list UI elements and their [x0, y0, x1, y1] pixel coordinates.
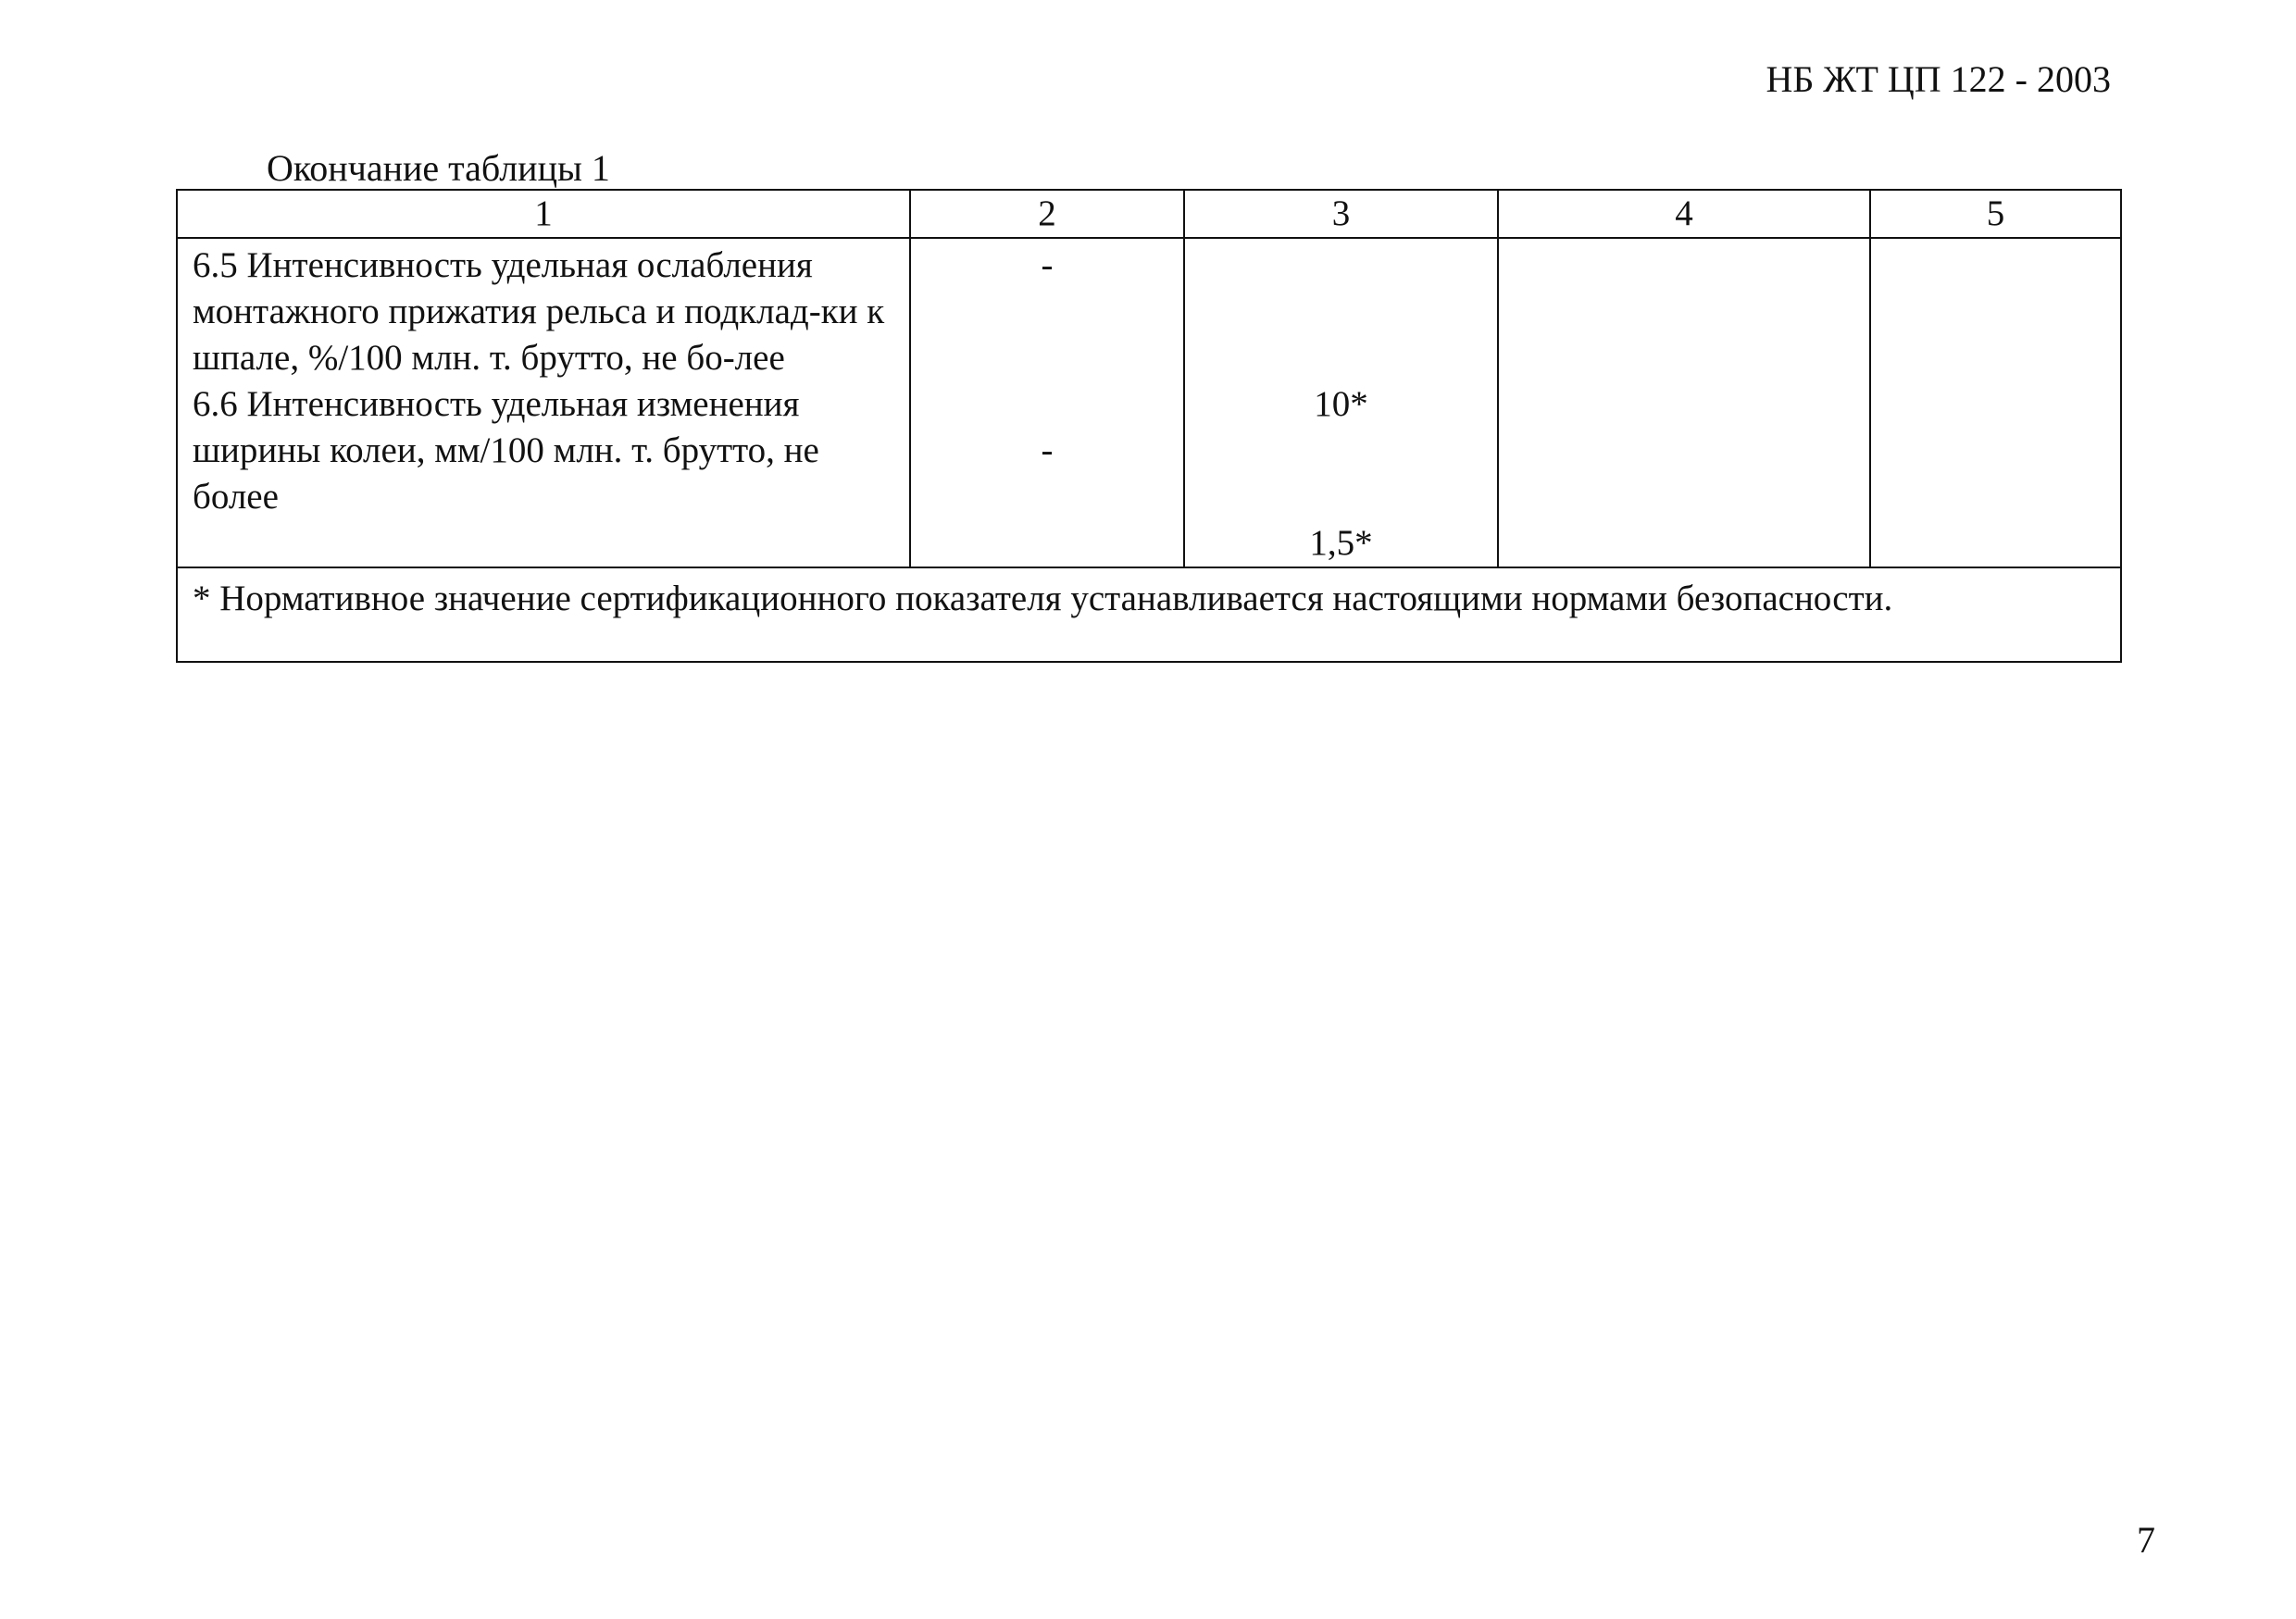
table-footnote-row [177, 567, 2121, 662]
indicator-6-5-col3: 10* [1314, 384, 1368, 424]
indicator-6-5-col2: - [1041, 245, 1054, 285]
column-header-2: 2 [910, 190, 1184, 238]
table-footnote: * Нормативное значение сертификационного показателя устанавливается настоящими нормами безопасности. [177, 567, 2121, 662]
indicator-6-6-col3: 1,5* [1309, 523, 1373, 563]
table-caption: Окончание таблицы 1 [267, 147, 610, 189]
column-4-cell [1498, 238, 1870, 567]
data-table [176, 189, 2122, 663]
document-code: НБ ЖТ ЦП 122 - 2003 [1766, 58, 2111, 100]
value-group-6-5 [1185, 243, 1497, 428]
column-3-cell [1184, 238, 1498, 567]
column-5-cell [1870, 238, 2121, 567]
value-group-6-5 [911, 243, 1183, 428]
indicator-cell [177, 238, 910, 567]
value-group-6-6 [911, 428, 1183, 567]
value-group-6-6 [1185, 428, 1497, 567]
column-header-4: 4 [1498, 190, 1870, 238]
table-header-row [177, 190, 2121, 238]
page-number: 7 [2137, 1519, 2155, 1561]
table-row [177, 238, 2121, 567]
indicator-6-6-text: 6.6 Интенсивность удельная изменения ширины колеи, мм/100 млн. т. брутто, не более [193, 384, 819, 517]
column-header-3: 3 [1184, 190, 1498, 238]
table-container [176, 189, 2120, 663]
column-2-cell [910, 238, 1184, 567]
column-header-1: 1 [177, 190, 910, 238]
indicator-6-6-col2: - [1041, 430, 1054, 470]
indicator-6-5-text: 6.5 Интенсивность удельная ослабления монтажного прижатия рельса и подклад-ки к шпале, %/100 млн. т. брутто, не бо-лее [193, 245, 885, 378]
column-header-5: 5 [1870, 190, 2121, 238]
